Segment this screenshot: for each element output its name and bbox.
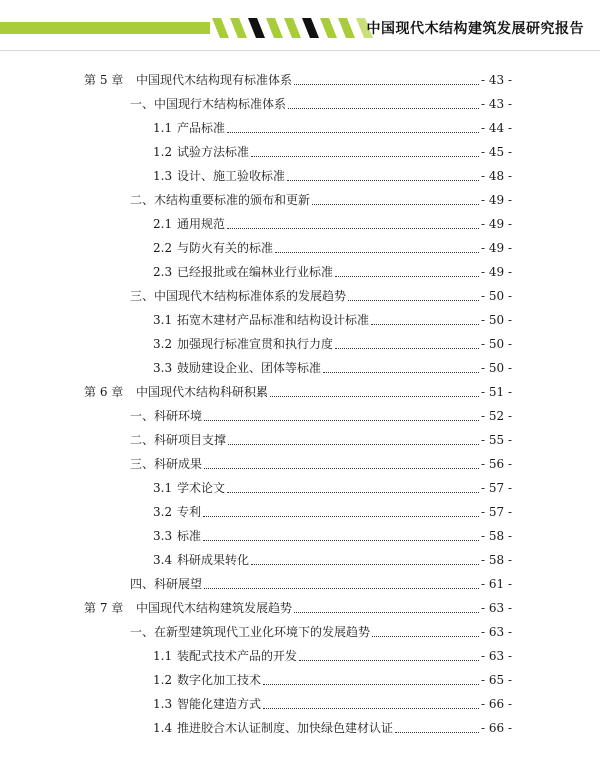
toc-entry-number: 3.2: [153, 337, 173, 351]
toc-entry-title: 四、科研展望: [130, 577, 203, 591]
toc-entry-label: [153, 214, 225, 234]
header-rule: [0, 50, 600, 51]
toc-entry-title: 数字化加工技术: [177, 673, 262, 687]
toc-entry[interactable]: [0, 358, 600, 378]
toc-entry-page: - 57 -: [480, 481, 512, 495]
toc-entry-number: 2.1: [153, 217, 173, 231]
toc-entry-page: - 43 -: [480, 97, 512, 111]
header-stripe: [266, 18, 283, 38]
toc-entry-label: [130, 430, 226, 450]
toc-entry-title: 装配式技术产品的开发: [177, 649, 298, 663]
toc-entry[interactable]: [0, 118, 600, 138]
toc-dot-leader: [395, 732, 479, 733]
toc-entry[interactable]: [0, 454, 600, 474]
toc-entry[interactable]: [0, 190, 600, 210]
toc-entry-page: - 63 -: [480, 649, 512, 663]
toc-entry-number: 2.3: [153, 265, 173, 279]
toc-dot-leader: [228, 444, 479, 445]
toc-entry-label: [153, 310, 369, 330]
toc-entry[interactable]: [0, 334, 600, 354]
toc-entry-page: - 56 -: [480, 457, 512, 471]
toc-dot-leader: [227, 492, 479, 493]
toc-entry[interactable]: [0, 622, 600, 642]
toc-entry-page: - 61 -: [480, 577, 512, 591]
toc-dot-leader: [263, 708, 479, 709]
toc-dot-leader: [270, 396, 479, 397]
toc-entry-label: [130, 190, 310, 210]
toc-entry[interactable]: [0, 718, 600, 738]
toc-entry-page: - 66 -: [480, 697, 512, 711]
toc-entry-page: - 55 -: [480, 433, 512, 447]
toc-dot-leader: [204, 420, 479, 421]
toc-entry-label: [130, 622, 370, 642]
toc-entry-title: 一、科研环境: [130, 409, 203, 423]
toc-entry-title: 一、在新型建筑现代工业化环境下的发展趋势: [130, 625, 371, 639]
toc-dot-leader: [312, 204, 479, 205]
toc-entry-page: - 63 -: [480, 625, 512, 639]
toc-entry-number: 3.3: [153, 529, 173, 543]
toc-entry[interactable]: [0, 262, 600, 282]
toc-entry-title: 学术论文: [177, 481, 226, 495]
toc-entry-number: 第 5 章: [84, 73, 124, 87]
toc-dot-leader: [227, 132, 479, 133]
header-stripes: [212, 18, 373, 38]
toc-entry[interactable]: [0, 574, 600, 594]
toc-entry-number: 1.2: [153, 673, 173, 687]
toc-dot-leader: [348, 300, 479, 301]
toc-entry-label: [84, 598, 292, 618]
toc-entry-label: [153, 502, 201, 522]
toc-entry-label: [153, 142, 249, 162]
toc-entry-title: 中国现代木结构现有标准体系: [136, 73, 293, 87]
toc-entry-label: [153, 526, 201, 546]
toc-entry-label: [130, 574, 202, 594]
toc-entry-label: [153, 118, 225, 138]
toc-entry-label: [153, 262, 333, 282]
toc-entry-page: - 66 -: [480, 721, 512, 735]
toc-entry[interactable]: [0, 70, 600, 90]
toc-entry-label: [130, 406, 202, 426]
toc-entry-page: - 45 -: [480, 145, 512, 159]
toc-dot-leader: [294, 612, 479, 613]
report-title: 中国现代木结构建筑发展研究报告: [366, 21, 584, 37]
toc-entry-page: - 49 -: [480, 241, 512, 255]
toc-entry-label: [153, 238, 273, 258]
toc-entry-title: 科研成果转化: [177, 553, 250, 567]
toc-entry-number: 1.1: [153, 649, 173, 663]
toc-entry-label: [84, 382, 268, 402]
toc-entry-number: 1.2: [153, 145, 173, 159]
toc-entry-page: - 48 -: [480, 169, 512, 183]
toc-entry-page: - 43 -: [480, 73, 512, 87]
toc-entry-title: 二、科研项目支撑: [130, 433, 227, 447]
toc-entry-number: 第 6 章: [84, 385, 124, 399]
toc-entry[interactable]: [0, 94, 600, 114]
toc-entry[interactable]: [0, 310, 600, 330]
toc-entry-label: [153, 358, 321, 378]
toc-dot-leader: [288, 108, 479, 109]
toc-entry-title: 通用规范: [177, 217, 226, 231]
toc-entry-number: 3.3: [153, 361, 173, 375]
toc-entry-page: - 58 -: [480, 529, 512, 543]
toc-entry-number: 3.4: [153, 553, 173, 567]
toc-entry-title: 鼓励建设企业、团体等标准: [177, 361, 322, 375]
header-stripe: [230, 18, 247, 38]
toc-dot-leader: [204, 468, 479, 469]
toc-entry[interactable]: [0, 142, 600, 162]
toc-dot-leader: [294, 84, 479, 85]
toc-entry-label: [153, 166, 285, 186]
toc-entry[interactable]: [0, 238, 600, 258]
toc-entry-page: - 49 -: [480, 265, 512, 279]
toc-entry-number: 3.1: [153, 313, 173, 327]
toc-entry-page: - 50 -: [480, 313, 512, 327]
toc-dot-leader: [251, 564, 479, 565]
toc-entry-page: - 49 -: [480, 217, 512, 231]
header-stripe: [302, 18, 319, 38]
toc-entry-number: 1.3: [153, 169, 173, 183]
toc-entry-title: 试验方法标准: [177, 145, 250, 159]
toc-entry-number: 1.1: [153, 121, 173, 135]
toc-entry-number: 2.2: [153, 241, 173, 255]
header-stripe: [212, 18, 229, 38]
toc-entry-title: 与防火有关的标准: [177, 241, 274, 255]
toc-dot-leader: [203, 516, 479, 517]
toc-entry[interactable]: [0, 166, 600, 186]
toc-entry-label: [153, 670, 261, 690]
toc-entry[interactable]: [0, 550, 600, 570]
toc-entry-title: 标准: [177, 529, 202, 543]
toc-entry[interactable]: [0, 598, 600, 618]
toc-entry[interactable]: [0, 670, 600, 690]
toc-dot-leader: [263, 684, 479, 685]
toc-dot-leader: [275, 252, 479, 253]
toc-entry-label: [130, 286, 346, 306]
toc-entry-page: - 50 -: [480, 361, 512, 375]
toc-entry-number: 3.1: [153, 481, 173, 495]
toc-entry-page: - 50 -: [480, 337, 512, 351]
toc-entry-number: 第 7 章: [84, 601, 124, 615]
toc-entry-page: - 51 -: [480, 385, 512, 399]
toc-entry-title: 产品标准: [177, 121, 226, 135]
toc-entry-label: [153, 694, 261, 714]
header-stripe: [248, 18, 265, 38]
toc-entry-label: [153, 646, 297, 666]
toc-dot-leader: [323, 372, 479, 373]
toc-entry-page: - 58 -: [480, 553, 512, 567]
toc-dot-leader: [251, 156, 479, 157]
toc-entry-title: 专利: [177, 505, 202, 519]
toc-entry-title: 已经报批或在编林业行业标准: [177, 265, 334, 279]
toc-dot-leader: [371, 324, 479, 325]
toc-entry-label: [153, 718, 393, 738]
toc-entry-title: 二、木结构重要标准的颁布和更新: [130, 193, 311, 207]
toc-entry-number: 3.2: [153, 505, 173, 519]
toc-entry-page: - 50 -: [480, 289, 512, 303]
toc-entry-title: 三、中国现代木结构标准体系的发展趋势: [130, 289, 347, 303]
toc-entry-page: - 52 -: [480, 409, 512, 423]
toc-dot-leader: [299, 660, 479, 661]
toc-entry-label: [153, 334, 333, 354]
toc-entry-title: 智能化建造方式: [177, 697, 262, 711]
toc-entry-page: - 65 -: [480, 673, 512, 687]
toc-dot-leader: [203, 540, 479, 541]
toc-entry-page: - 63 -: [480, 601, 512, 615]
toc-entry-title: 推进胶合木认证制度、加快绿色建材认证: [177, 721, 394, 735]
toc-dot-leader: [335, 276, 479, 277]
toc-entry-label: [153, 550, 249, 570]
toc-entry-label: [130, 94, 286, 114]
toc-entry[interactable]: [0, 430, 600, 450]
toc-entry[interactable]: [0, 478, 600, 498]
header-stripe: [338, 18, 355, 38]
toc-entry-title: 拓宽木建材产品标准和结构设计标准: [177, 313, 370, 327]
header-stripe: [284, 18, 301, 38]
header-stripe: [320, 18, 337, 38]
toc-entry[interactable]: [0, 286, 600, 306]
toc-entry[interactable]: [0, 526, 600, 546]
toc-dot-leader: [204, 588, 479, 589]
toc-entry-title: 中国现代木结构建筑发展趋势: [136, 601, 293, 615]
toc-entry-page: - 49 -: [480, 193, 512, 207]
toc-entry-label: [130, 454, 202, 474]
toc-entry[interactable]: [0, 502, 600, 522]
toc-dot-leader: [372, 636, 479, 637]
toc-entry[interactable]: [0, 214, 600, 234]
toc-entry-page: - 57 -: [480, 505, 512, 519]
toc-entry-title: 中国现代木结构科研积累: [136, 385, 269, 399]
toc-dot-leader: [335, 348, 479, 349]
toc-entry-title: 一、中国现行木结构标准体系: [130, 97, 287, 111]
toc-entry-title: 设计、施工验收标准: [177, 169, 286, 183]
toc-entry-label: [84, 70, 292, 90]
toc-dot-leader: [227, 228, 479, 229]
toc-entry[interactable]: [0, 646, 600, 666]
toc-entry-number: 1.4: [153, 721, 173, 735]
toc-entry-title: 三、科研成果: [130, 457, 203, 471]
toc-entry[interactable]: [0, 406, 600, 426]
toc-entry[interactable]: [0, 694, 600, 714]
toc-entry-label: [153, 478, 225, 498]
toc-entry[interactable]: [0, 382, 600, 402]
toc-entry-title: 加强现行标准宣贯和执行力度: [177, 337, 334, 351]
header-green-bar: [0, 22, 210, 34]
toc-entry-page: - 44 -: [480, 121, 512, 135]
toc-dot-leader: [287, 180, 479, 181]
toc-entry-number: 1.3: [153, 697, 173, 711]
